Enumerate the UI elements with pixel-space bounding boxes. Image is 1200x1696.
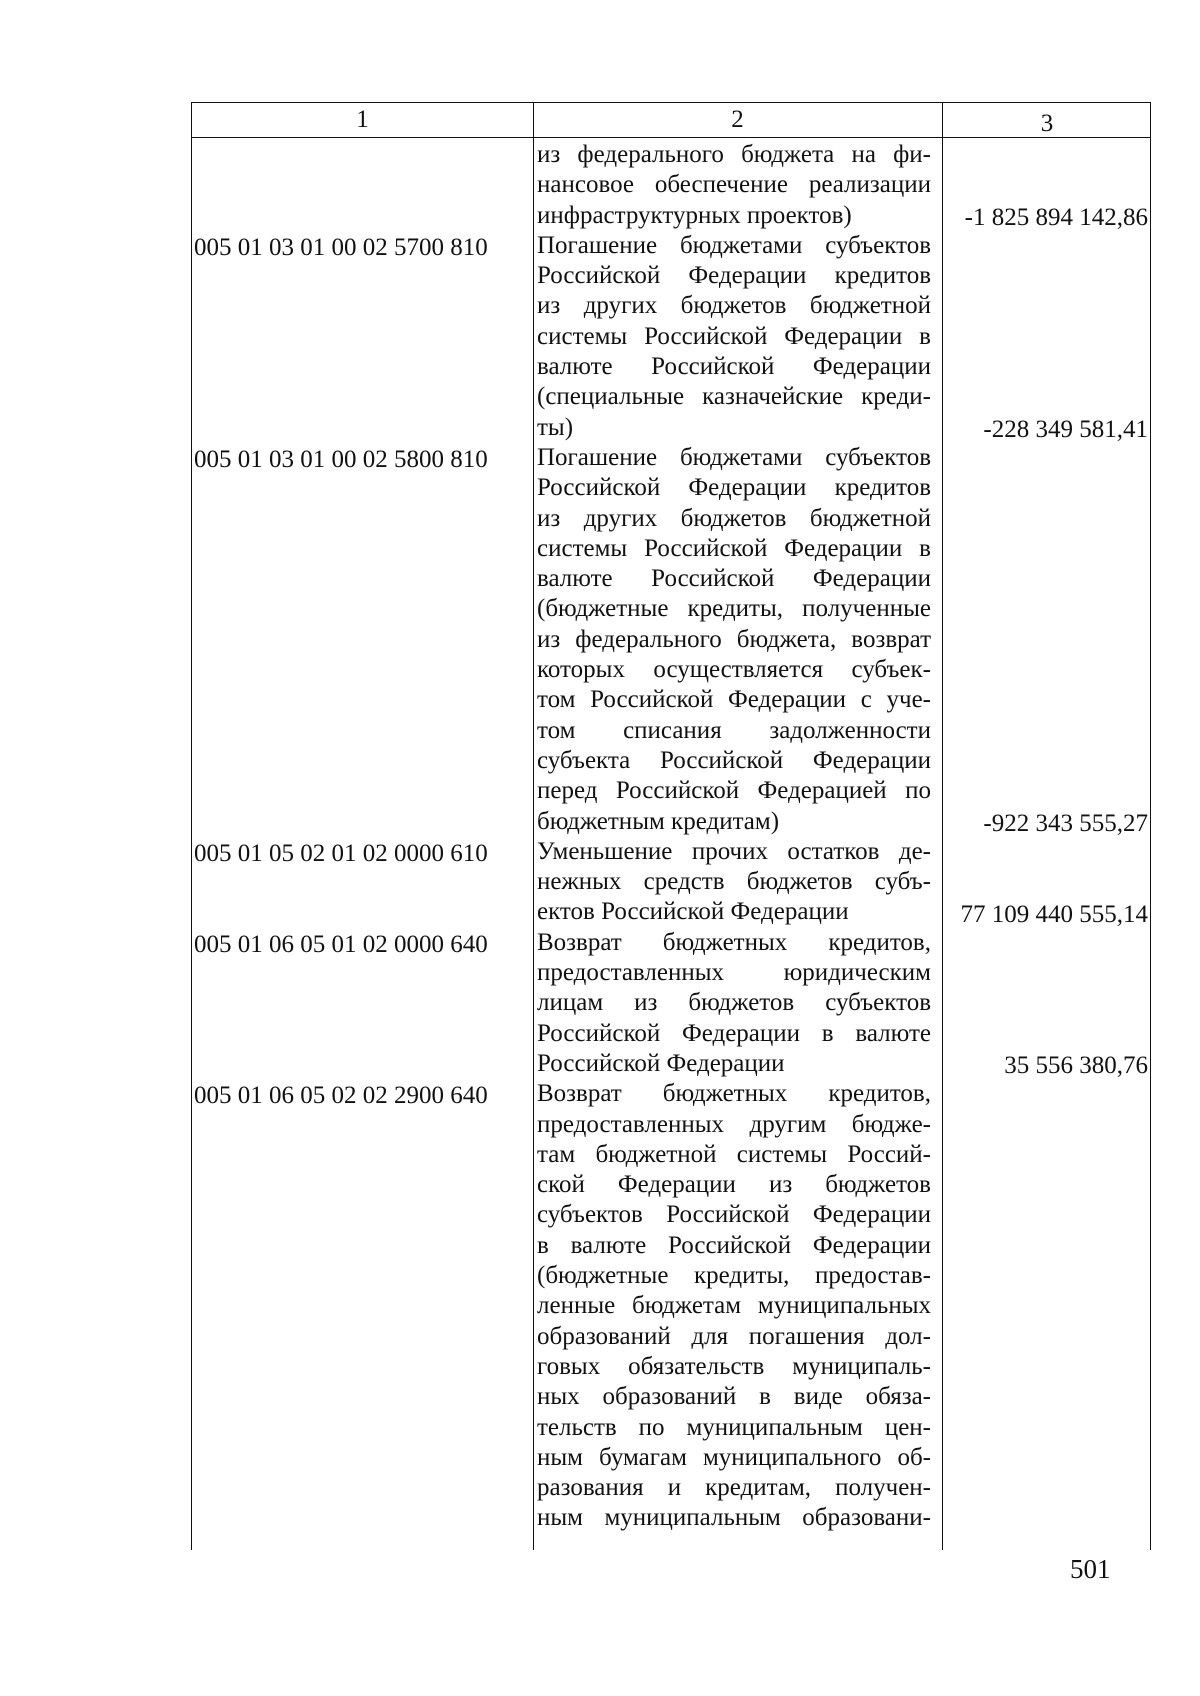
description-line: тельств по муниципальным цен- [537, 1413, 931, 1441]
description-line: бюджетным кредитам) [537, 807, 780, 835]
description-line: субъекта Российской Федерации [537, 746, 931, 774]
description-line: Российской Федерации кредитов [537, 262, 931, 290]
description-line: образований для погашения дол- [537, 1322, 931, 1350]
description-line: ным бумагам муниципального об- [537, 1443, 931, 1471]
description-line: из других бюджетов бюджетной [537, 292, 931, 320]
description-line: том списания задолженности [537, 716, 931, 744]
page-number: 501 [1070, 1554, 1111, 1584]
description-line: там бюджетной системы Россий- [537, 1140, 931, 1168]
description-line: Возврат бюджетных кредитов, [537, 928, 931, 956]
description-line: системы Российской Федерации в [537, 534, 931, 562]
row-code: 005 01 03 01 00 02 5700 810 [194, 233, 488, 261]
row-amount: -1 825 894 142,86 [964, 203, 1148, 231]
row-code: 005 01 05 02 01 02 0000 610 [194, 839, 488, 867]
row-description [537, 837, 931, 928]
description-line: (специальные казначейские креди- [537, 383, 931, 411]
description-line: инфраструктурных проектов) [537, 201, 852, 229]
row-code: 005 01 06 05 01 02 0000 640 [194, 930, 488, 958]
description-line: (бюджетные кредиты, предостав- [537, 1262, 931, 1290]
row-description [537, 140, 931, 231]
description-line: из других бюджетов бюджетной [537, 504, 931, 532]
description-line: ектов Российской Федерации [537, 898, 849, 926]
row-code: 005 01 06 05 02 02 2900 640 [194, 1082, 488, 1110]
description-line: валюте Российской Федерации [537, 353, 931, 381]
description-line: Российской Федерации в валюте [537, 1019, 931, 1047]
column-divider-1 [533, 103, 534, 1550]
description-line: том Российской Федерации с уче- [537, 686, 931, 714]
description-line: (бюджетные кредиты, полученные [537, 595, 931, 623]
budget-table [191, 102, 1151, 1550]
description-line: разования и кредитам, получен- [537, 1474, 931, 1502]
column-header-3: 3 [1040, 110, 1054, 137]
column-header-2: 2 [731, 106, 744, 133]
description-line: системы Российской Федерации в [537, 322, 931, 350]
column-header-1: 1 [356, 106, 369, 133]
description-line: нансовое обеспечение реализации [537, 171, 931, 199]
description-line: Возврат бюджетных кредитов, [537, 1080, 931, 1108]
description-line: Погашение бюджетами субъектов [537, 444, 931, 471]
description-line: Уменьшение прочих остатков де- [537, 837, 931, 865]
row-amount: -228 349 581,41 [983, 415, 1148, 443]
description-line: предоставленных юридическим [537, 959, 931, 987]
row-description [537, 231, 931, 443]
description-line: Погашение бюджетами субъектов [537, 231, 931, 259]
row-description [537, 443, 931, 837]
description-line: ленные бюджетам муниципальных [537, 1292, 931, 1320]
row-code: 005 01 03 01 00 02 5800 810 [194, 446, 488, 473]
description-line: Российской Федерации кредитов [537, 474, 931, 502]
description-line: ской Федерации из бюджетов [537, 1171, 931, 1199]
row-amount: 77 109 440 555,14 [960, 900, 1148, 928]
row-description [537, 1079, 931, 1533]
description-line: говых обязательств муниципаль- [537, 1352, 931, 1380]
description-line: предоставленных другим бюдже- [537, 1110, 931, 1138]
description-line: валюте Российской Федерации [537, 565, 931, 593]
description-line: из федерального бюджета, возврат [537, 625, 931, 653]
description-line: перед Российской Федерацией по [537, 777, 931, 805]
description-line: нежных средств бюджетов субъ- [537, 868, 931, 896]
description-line: ным муниципальным образовани- [537, 1504, 931, 1532]
description-line: лицам из бюджетов субъектов [537, 989, 931, 1017]
row-description [537, 928, 931, 1079]
description-line: ных образований в виде обяза- [537, 1383, 931, 1411]
description-line: Российской Федерации [537, 1049, 785, 1077]
description-line: из федерального бюджета на фи- [537, 141, 931, 168]
description-line: в валюте Российской Федерации [537, 1231, 931, 1259]
description-line: ты) [537, 413, 574, 441]
description-line: субъектов Российской Федерации [537, 1201, 931, 1229]
row-amount: 35 556 380,76 [1004, 1052, 1148, 1079]
description-line: которых осуществляется субъек- [537, 656, 931, 684]
row-amount: -922 343 555,27 [983, 809, 1148, 837]
